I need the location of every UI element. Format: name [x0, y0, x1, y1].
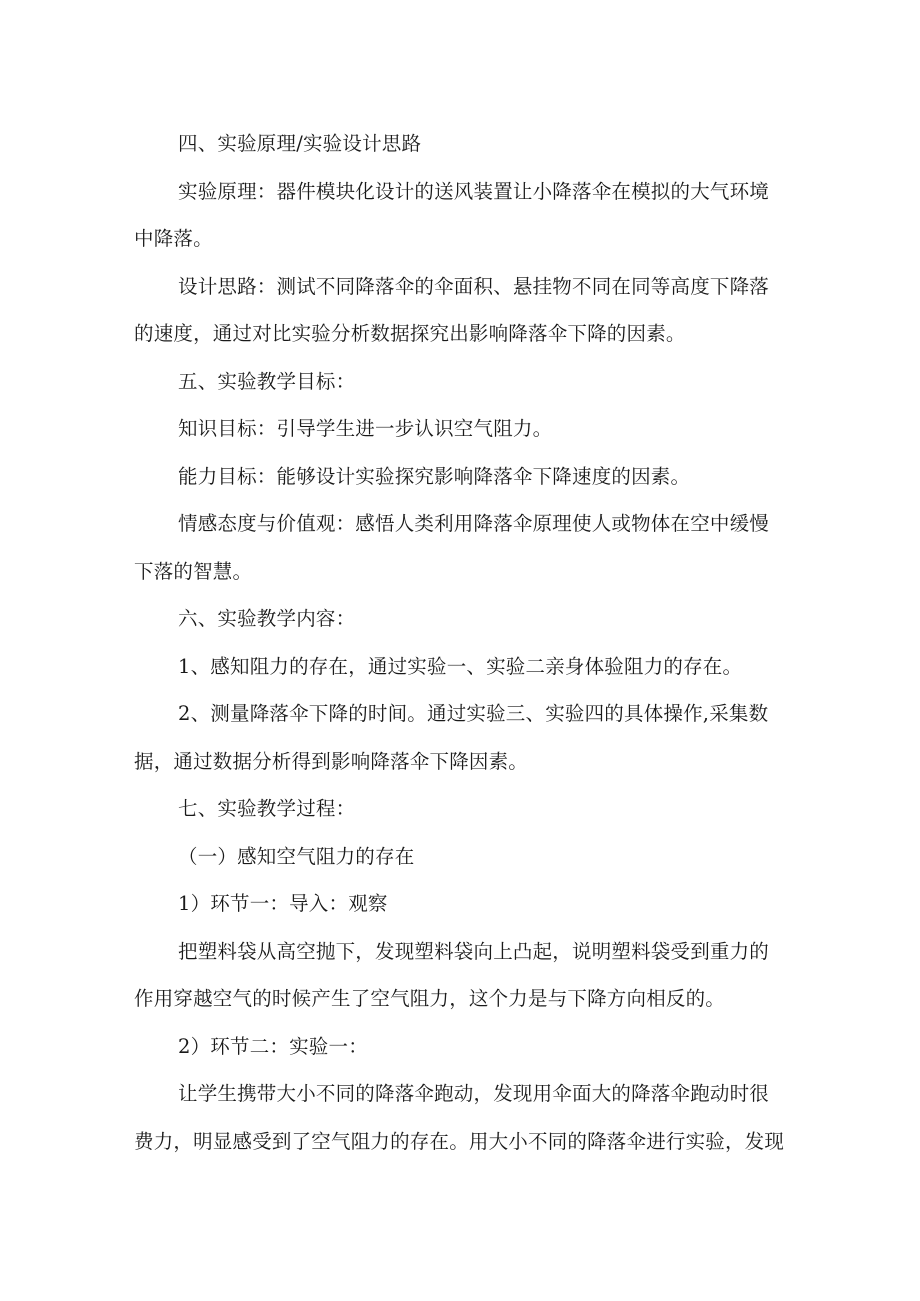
heading-section-4: 四、实验原理/实验设计思路	[178, 132, 422, 155]
paragraph-line: 情感态度与价值观：感悟人类利用降落伞原理使人或物体在空中缓慢	[178, 512, 770, 535]
step-heading: 1）环节一：导入：观察	[178, 892, 388, 915]
paragraph-line: 实验原理：器件模块化设计的送风装置让小降落伞在模拟的大气环境	[178, 179, 770, 203]
list-item: 2、测量降落伞下降的时间。通过实验三、实验四的具体操作,采集数	[178, 702, 769, 725]
paragraph-line: 作用穿越空气的时候产生了空气阻力，这个力是与下降方向相反的。	[134, 987, 726, 1010]
paragraph-line: 据，通过数据分析得到影响降落伞下降因素。	[134, 749, 529, 773]
heading-section-6: 六、实验教学内容：	[178, 607, 356, 630]
heading-section-7: 七、实验教学过程：	[178, 797, 356, 820]
paragraph-line: 把塑料袋从高空抛下，发现塑料袋向上凸起，说明塑料袋受到重力的	[178, 939, 770, 963]
document-body	[134, 120, 794, 1165]
paragraph-line: 的速度，通过对比实验分析数据探究出影响降落伞下降的因素。	[134, 322, 686, 345]
paragraph-line: 知识目标：引导学生进一步认识空气阻力。	[178, 417, 553, 440]
paragraph-line: 下落的智慧。	[134, 559, 253, 583]
step-heading: 2）环节二：实验一：	[178, 1034, 368, 1058]
paragraph-line: 中降落。	[134, 227, 213, 250]
paragraph-line: 费力，明显感受到了空气阻力的存在。用大小不同的降落伞进行实验，发现	[134, 1129, 785, 1153]
paragraph-line: 让学生携带大小不同的降落伞跑动，发现用伞面大的降落伞跑动时很	[178, 1082, 770, 1105]
subheading: （一）感知空气阻力的存在	[178, 844, 415, 868]
list-item: 1、感知阻力的存在，通过实验一、实验二亲身体验阻力的存在。	[178, 654, 743, 678]
heading-section-5: 五、实验教学目标：	[178, 369, 356, 393]
paragraph-line: 能力目标：能够设计实验探究影响降落伞下降速度的因素。	[178, 464, 691, 488]
paragraph-line: 设计思路：测试不同降落伞的伞面积、悬挂物不同在同等高度下降落	[178, 274, 770, 298]
